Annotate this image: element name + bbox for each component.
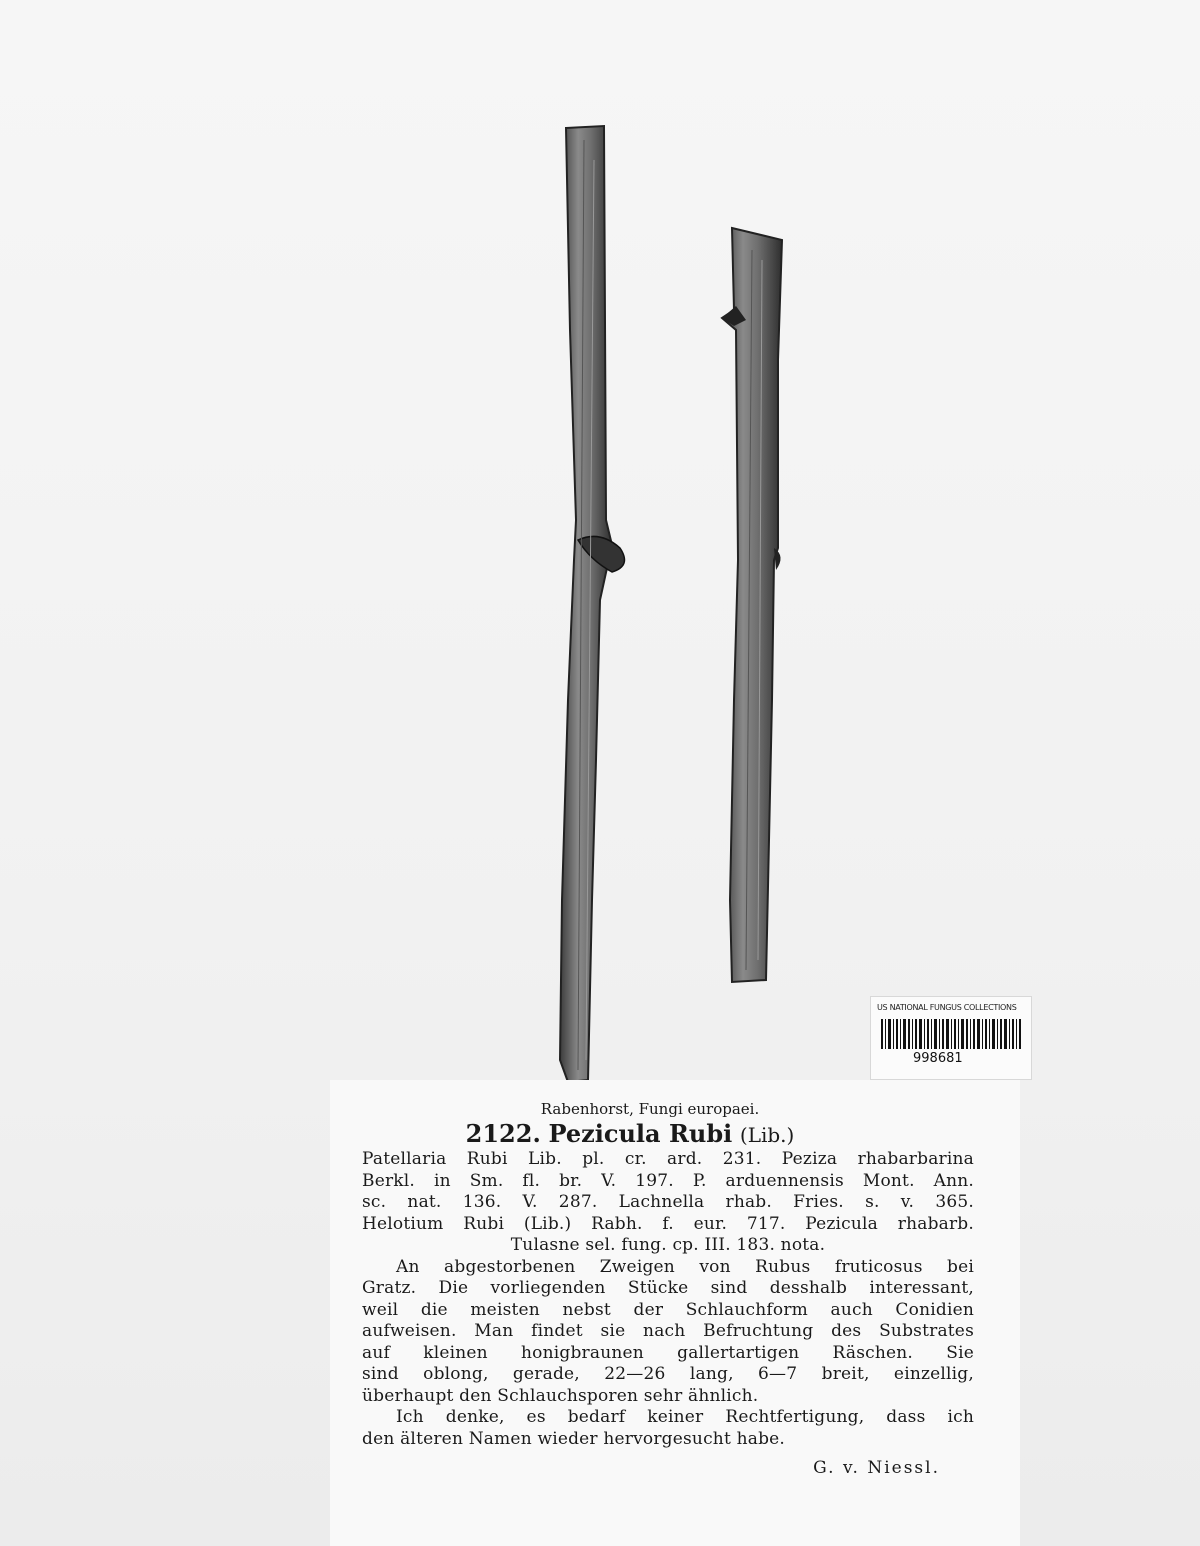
species-name: Pezicula Rubi: [548, 1119, 733, 1148]
taxon-title: [290, 1120, 970, 1149]
exsiccata-number: 2122.: [465, 1119, 541, 1148]
barcode-label: [870, 996, 1032, 1080]
barcode-institution: US NATIONAL FUNGUS COLLECTIONS: [877, 1003, 1017, 1012]
description-line: An abgestorbenen Zweigen von Rubus fruticosus bei: [396, 1256, 974, 1277]
twig-right: [722, 228, 782, 982]
description-line: überhaupt den Schlauchsporen sehr ähnlich.: [362, 1385, 759, 1406]
description-line: sind oblong, gerade, 22—26 lang, 6—7 breit, einzellig,: [362, 1364, 974, 1384]
exsiccata-series: Rabenhorst, Fungi europaei.: [540, 1100, 760, 1118]
description-line: Gratz. Die vorliegenden Stücke sind desshalb interessant,: [362, 1278, 974, 1298]
synonym-line: Tulasne sel. fung. cp. III. 183. nota.: [510, 1235, 826, 1255]
barcode-number: 998681: [913, 1051, 963, 1066]
description-line: aufweisen. Man findet sie nach Befruchtung des Substrates: [362, 1321, 974, 1341]
note-line: Ich denke, es bedarf keiner Rechtfertigung, dass ich: [396, 1407, 974, 1427]
note-line: den älteren Namen wieder hervorgesucht habe.: [362, 1428, 786, 1449]
description-line: weil die meisten nebst der Schlauchform auch Conidien: [362, 1299, 974, 1320]
synonym-line: sc. nat. 136. V. 287. Lachnella rhab. Fries. s. v. 365.: [362, 1192, 974, 1212]
synonym-line: Patellaria Rubi Lib. pl. cr. ard. 231. Peziza rhabarbarina: [362, 1149, 974, 1169]
specimen-label: [330, 1080, 1020, 1546]
synonym-line: Berkl. in Sm. fl. br. V. 197. P. arduennensis Mont. Ann.: [362, 1170, 974, 1191]
description-line: auf kleinen honigbraunen gallertartigen Räschen. Sie: [362, 1342, 974, 1363]
species-authority: (Lib.): [739, 1123, 795, 1147]
synonym-line: Helotium Rubi (Lib.) Rabh. f. eur. 717. Pezicula rhabarb.: [362, 1213, 974, 1234]
twig-left: [560, 126, 625, 1082]
barcode-bars: [881, 1019, 1021, 1049]
collector-signature: G. v. Niessl.: [813, 1458, 940, 1478]
